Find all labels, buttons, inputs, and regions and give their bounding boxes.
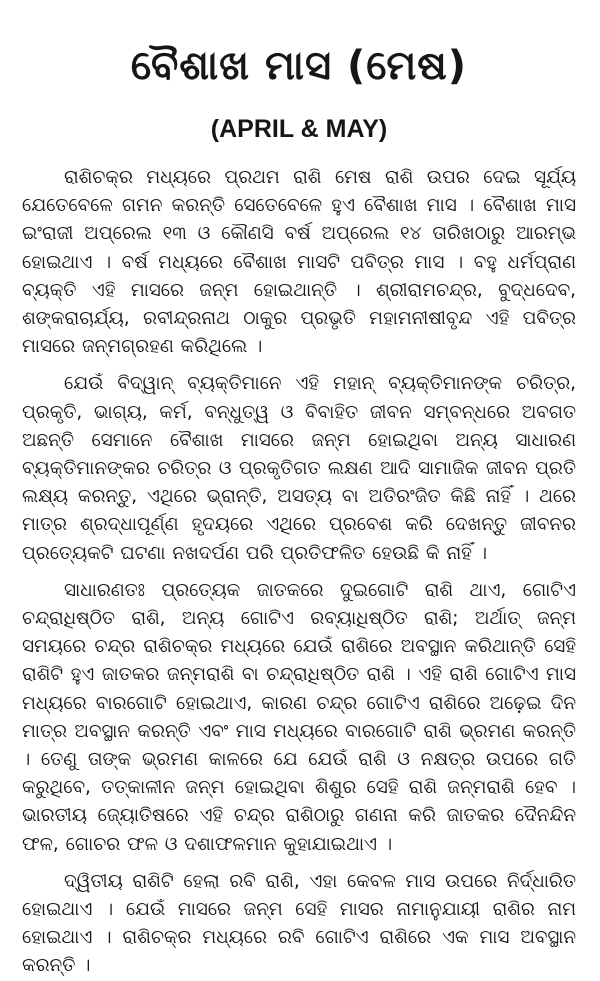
- paragraph-2: ଯେଉଁ ବିଦ୍ୱାନ୍ ବ୍ୟକ୍ତିମାନେ ଏହି ମହାନ୍ ବ୍ୟକ୍ତିମାନଙ୍କ ଚରିତ୍ର, ପ୍ରକୃତି, ଭାଗ୍ୟ, କର୍ମ, ବନ୍ଧୁତ୍ୱ ଓ ବିବାହିତ ଜୀବନ ସମ୍ବନ୍ଧରେ ଅବଗତ ଅଛନ୍ତି ସେମାନେ ବୈଶାଖ ମାସରେ ଜନ୍ମ ହୋଇଥିବା ଅନ୍ୟ ସାଧାରଣ ବ୍ୟକ୍ତିମାନଙ୍କର ଚରିତ୍ର ଓ ପ୍ରକୃତିଗତ ଲକ୍ଷଣ ଆଦି ସାମାଜିକ ଜୀବନ ପ୍ରତି ଲକ୍ଷ୍ୟ କରନ୍ତୁ, ଏଥିରେ ଭ୍ରାନ୍ତି, ଅସତ୍ୟ ବା ଅତିରଂଜିତ କିଛି ନାହିଁ । ଥରେ ମାତ୍ର ଶ୍ରଦ୍ଧାପୂର୍ଣ୍ଣ ହୃଦୟରେ ଏଥିରେ ପ୍ରବେଶ କରି ଦେଖନ୍ତୁ ଜୀବନର ପ୍ରତ୍ୟେକଟି ଘଟଣା ନଖଦର୍ପଣ ପରି ପ୍ରତିଫଳିତ ହେଉଛି କି ନାହିଁ ।: [22, 373, 576, 564]
- page-title: ବୈଶାଖ ମାସ (ମେଷ): [130, 43, 468, 89]
- paragraph-3: ସାଧାରଣତଃ ପ୍ରତ୍ୟେକ ଜାତକରେ ଦୁଇଗୋଟି ରାଶି ଥାଏ, ଗୋଟିଏ ଚନ୍ଦ୍ରାଧିଷ୍ଠିତ ରାଶି, ଅନ୍ୟ ଗୋଟିଏ ରବ୍ୟାଧିଷ୍ଠିତ ରାଶି; ଅର୍ଥାତ୍ ଜନ୍ମ ସମୟରେ ଚନ୍ଦ୍ର ରାଶିଚକ୍ର ମଧ୍ୟରେ ଯେଉଁ ରାଶିରେ ଅବସ୍ଥାନ କରିଥାନ୍ତି ସେହି ରାଶିଟି ହୁଏ ଜାତକର ଜନ୍ମରାଶି ବା ଚନ୍ଦ୍ରାଧିଷ୍ଠିତ ରାଶି । ଏହି ରାଶି ଗୋଟିଏ ମାସ ମଧ୍ୟରେ ବାରଗୋଟି ହୋଇଥାଏ, କାରଣ ଚନ୍ଦ୍ର ଗୋଟିଏ ରାଶିରେ ଅଢ଼େଇ ଦିନ ମାତ୍ର ଅବସ୍ଥାନ କରନ୍ତି ଏବଂ ମାସ ମଧ୍ୟରେ ବାରଗୋଟି ରାଶି ଭ୍ରମଣ କରନ୍ତି । ତେଣୁ ତାଙ୍କ ଭ୍ରମଣ କାଳରେ ଯେ ଯେଉଁ ରାଶି ଓ ନକ୍ଷତ୍ର ଉପରେ ଗତି କରୁଥିବେ, ତତ୍କାଳୀନ ଜନ୍ମ ହୋଇଥିବା ଶିଶୁର ସେହି ରାଶି ଜନ୍ମରାଶି ହେବ । ଭାରତୀୟ ଜ୍ୟୋତିଷରେ ଏହି ଚନ୍ଦ୍ର ରାଶିଠାରୁ ଗଣନା କରି ଜାତକର ଦୈନନ୍ଦିନ ଫଳ, ଗୋଚର ଫଳ ଓ ଦଶାଫଳମାନ କୁହାଯାଇଥାଏ ।: [22, 579, 576, 855]
- paragraph-1: ରାଶିଚକ୍ର ମଧ୍ୟରେ ପ୍ରଥମ ରାଶି ମେଷ ରାଶି ଉପର ଦେଇ ସୂର୍ଯ୍ୟ ଯେତେବେଳେ ଗମନ କରନ୍ତି ସେତେବେଳେ ହୁଏ ବୈଶାଖ ମାସ । ବୈଶାଖ ମାସ ଇଂରାଜୀ ଅପ୍ରେଲ ୧୩ ଓ କୌଣସି ବର୍ଷ ଅପ୍ରେଲ ୧୪ ତାରିଖଠାରୁ ଆରମ୍ଭ ହୋଇଥାଏ । ବର୍ଷ ମଧ୍ୟରେ ବୈଶାଖ ମାସଟି ପବିତ୍ର ମାସ । ବହୁ ଧର୍ମପ୍ରାଣ ବ୍ୟକ୍ତି ଏହି ମାସରେ ଜନ୍ମ ହୋଇଥାନ୍ତି । ଶ୍ରୀରାମଚନ୍ଦ୍ର, ବୁଦ୍ଧଦେବ, ଶଙ୍କରାଚାର୍ଯ୍ୟ, ରବୀନ୍ଦ୍ରନାଥ ଠାକୁର ପ୍ରଭୃତି ମହାମନୀଷୀବୃନ୍ଦ ଏହି ପବିତ୍ର ମାସରେ ଜନ୍ମଗ୍ରହଣ କରିଥିଲେ ।: [22, 167, 576, 358]
- page-subtitle: (APRIL & MAY): [210, 115, 388, 143]
- paragraph-4: ଦ୍ୱିତୀୟ ରାଶିଟି ହେଲା ରବି ରାଶି, ଏହା କେବଳ ମାସ ଉପରେ ନିର୍ଦ୍ଧାରିତ ହୋଇଥାଏ । ଯେଉଁ ମାସରେ ଜନ୍ମ ସେହି ମାସର ନାମାନୁଯାୟୀ ରାଶିର ନାମ ହୋଇଥାଏ । ରାଶିଚକ୍ର ମଧ୍ୟରେ ରବି ଗୋଟିଏ ରାଶିରେ ଏକ ମାସ ଅବସ୍ଥାନ କରନ୍ତି ।: [22, 870, 576, 977]
